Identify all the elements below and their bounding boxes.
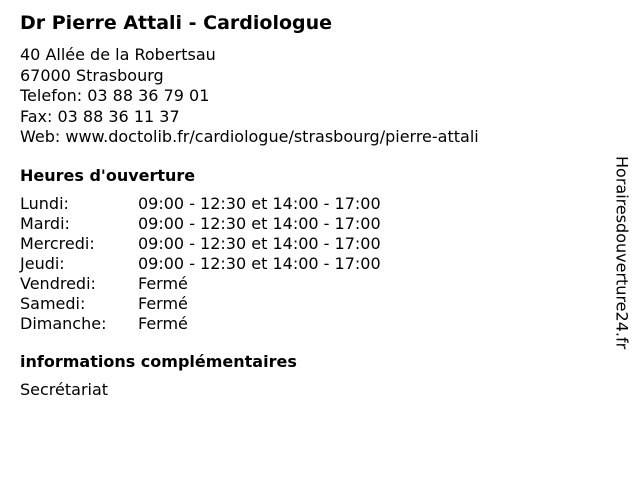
hours-row-saturday — [20, 294, 600, 314]
hours-row-friday — [20, 274, 600, 294]
hours-row-sunday — [20, 314, 600, 334]
brand-watermark: Horairesdouverture24.fr — [612, 156, 632, 350]
hours-time: 09:00 - 12:30 et 14:00 - 17:00 — [138, 233, 381, 253]
hours-day: Dimanche: — [20, 313, 107, 333]
hours-row-wednesday — [20, 234, 600, 254]
opening-hours-heading: Heures d'ouverture — [20, 165, 196, 185]
business-title: Dr Pierre Attali - Cardiologue — [20, 12, 333, 34]
hours-time: Fermé — [138, 313, 188, 333]
hours-row-monday — [20, 194, 600, 214]
hours-day: Vendredi: — [20, 273, 96, 293]
additional-info-text: Secrétariat — [20, 379, 109, 399]
hours-row-tuesday — [20, 214, 600, 234]
hours-day: Mercredi: — [20, 233, 95, 253]
business-card — [20, 10, 600, 400]
phone-number: Telefon: 03 88 36 79 01 — [20, 86, 210, 105]
address-street: 40 Allée de la Robertsau — [20, 45, 216, 64]
hours-time: 09:00 - 12:30 et 14:00 - 17:00 — [138, 213, 381, 233]
hours-row-thursday — [20, 254, 600, 274]
hours-day: Jeudi: — [20, 253, 65, 273]
contact-block — [20, 45, 600, 148]
hours-time: Fermé — [138, 293, 188, 313]
additional-info-heading: informations complémentaires — [20, 351, 297, 371]
fax-number: Fax: 03 88 36 11 37 — [20, 106, 180, 126]
address-city: 67000 Strasbourg — [20, 65, 164, 85]
hours-day: Lundi: — [20, 193, 69, 213]
website-link[interactable]: Web: www.doctolib.fr/cardiologue/strasbourg/pierre-attali — [20, 127, 479, 146]
opening-hours-table — [20, 194, 600, 334]
hours-day: Mardi: — [20, 213, 70, 233]
hours-time: Fermé — [138, 273, 188, 293]
hours-day: Samedi: — [20, 293, 86, 313]
hours-time: 09:00 - 12:30 et 14:00 - 17:00 — [138, 253, 381, 273]
hours-time: 09:00 - 12:30 et 14:00 - 17:00 — [138, 193, 381, 213]
